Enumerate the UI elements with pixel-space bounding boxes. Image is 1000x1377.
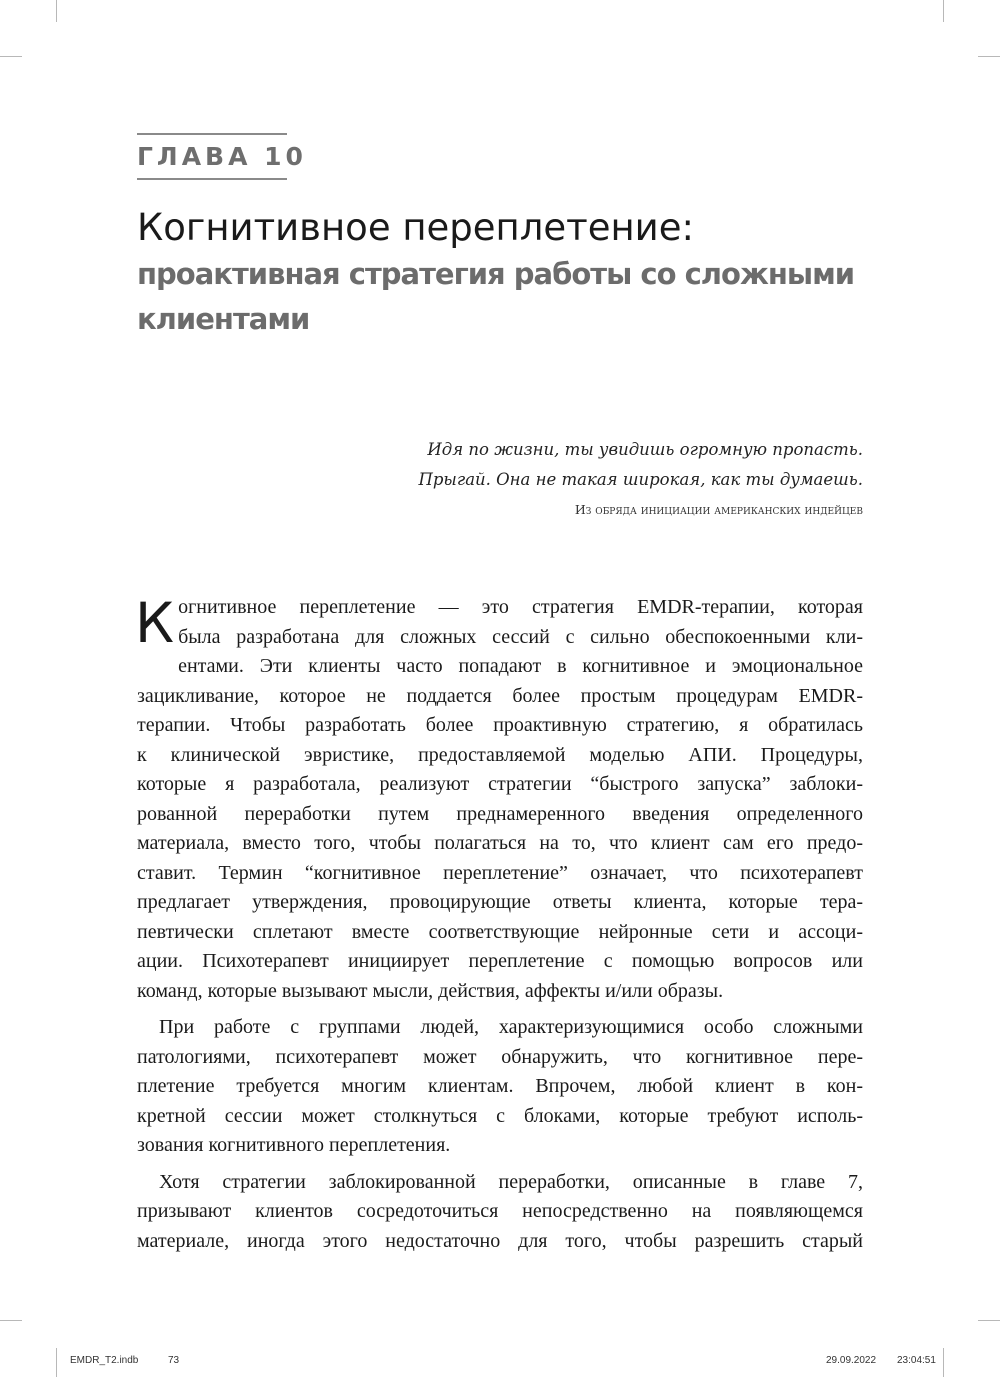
crop-mark-left-top (0, 56, 22, 57)
text-line: кретной сессии может столкнуться с блоками, которые требуют исполь- (137, 1104, 863, 1127)
epigraph-line: Идя по жизни, ты увидишь огромную пропасть. (427, 440, 863, 459)
crop-mark-bottom-left (56, 1348, 57, 1377)
text-line: была разработана для сложных сессий с сильно обеспокоенными кли- (178, 625, 863, 648)
crop-mark-left-bottom (0, 1320, 22, 1321)
footer-time: 23:04:51 (897, 1355, 936, 1366)
drop-cap: К (135, 591, 175, 655)
chapter-subtitle: проактивная стратегия работы со сложными клиентами (137, 257, 855, 336)
text-line: материале, иногда этого недостаточно для того, чтобы разрешить старый (137, 1229, 863, 1252)
paragraph-gap (137, 1161, 863, 1168)
text-line: огнитивное переплетение — это стратегия EMDR-терапии, которая (178, 596, 863, 618)
paragraph-gap (137, 1006, 863, 1013)
text-line: команд, которые вызывают мысли, действия, аффекты и/или образы. (137, 979, 724, 1002)
chapter-label: ГЛАВА 10 (137, 133, 287, 180)
text-line: При работе с группами людей, характеризующимися особо сложными (159, 1016, 863, 1038)
crop-mark-bottom-right (943, 1348, 944, 1377)
text-line: патологиями, психотерапевт может обнаружить, что когнитивное пере- (137, 1045, 863, 1068)
footer-file: EMDR_T2.indb (70, 1355, 139, 1366)
crop-mark-right-top (978, 56, 1000, 57)
text-line: предлагает утверждения, провоцирующие ответы клиента, которые тера- (137, 891, 863, 913)
text-line: плетение требуется многим клиентам. Впрочем, любой клиент в кон- (137, 1075, 863, 1097)
text-line: рованной переработки путем преднамеренного введения определенного (137, 802, 863, 825)
footer-date: 29.09.2022 (826, 1355, 877, 1366)
text-line: которые я разработала, реализуют стратегии “быстрого запуска” заблоки- (137, 773, 863, 795)
paragraph-1 (137, 593, 863, 1006)
epigraph-line: Прыгай. Она не такая широкая, как ты думаешь. (418, 470, 863, 489)
text-line: к клинической эвристике, предоставляемой моделью АПИ. Процедуры, (137, 743, 863, 766)
text-line: зования когнитивного переплетения. (137, 1134, 451, 1156)
text-line: ставит. Термин “когнитивное переплетение” означает, что психотерапевт (137, 861, 863, 884)
text-line: материала, вместо того, чтобы полагаться на то, что клиент сам его предо- (137, 832, 863, 854)
crop-mark-right-bottom (978, 1320, 1000, 1321)
epigraph (343, 435, 863, 523)
text-line: зацикливание, которое не поддается более простым процедурам EMDR- (137, 684, 863, 707)
crop-mark-top-right (943, 0, 944, 22)
text-line: певтически сплетают вместе соответствующие нейронные сети и ассоци- (137, 920, 863, 943)
crop-mark-top-left (56, 0, 57, 22)
text-line: ентами. Эти клиенты часто попадают в когнитивное и эмоциональное (178, 655, 863, 677)
paragraph-2 (137, 1013, 863, 1161)
text-line: призывают клиентов сосредоточиться непосредственно на появляющемся (137, 1200, 863, 1222)
epigraph-source: Из обряда инициации американских индейцев (574, 502, 863, 517)
text-line: Хотя стратегии заблокированной переработки, описанные в главе 7, (159, 1170, 863, 1193)
footer-page: 73 (168, 1355, 180, 1366)
text-line: ации. Психотерапевт инициирует переплетение с помощью вопросов или (137, 950, 863, 972)
text-line: терапии. Чтобы разработать более проактивную стратегию, я обратилась (137, 714, 863, 736)
body-text (137, 593, 863, 1256)
paragraph-3 (137, 1168, 863, 1257)
chapter-title: Когнитивное переплетение: (137, 206, 694, 249)
